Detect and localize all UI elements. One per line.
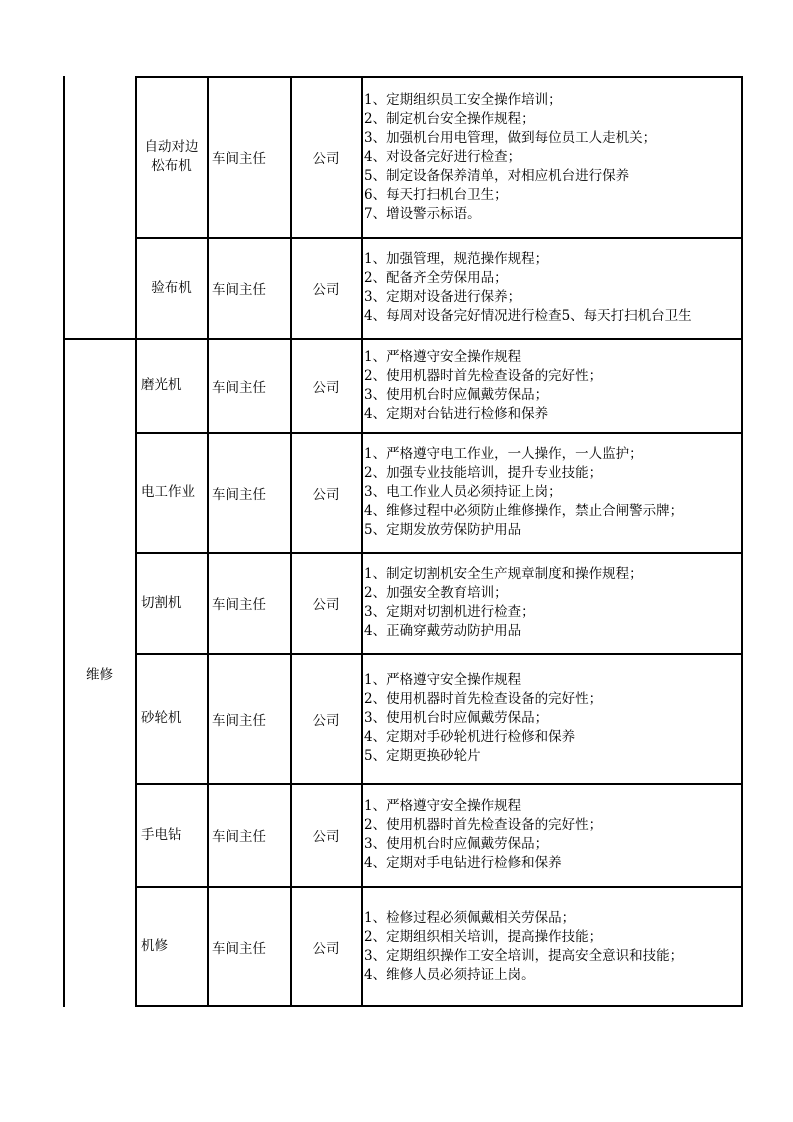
responsible-person: 车间主任 xyxy=(212,379,266,396)
responsible-person: 车间主任 xyxy=(212,151,266,167)
measure-item: 4、正确穿戴劳动防护用品 xyxy=(364,623,522,639)
measure-item: 3、使用机台时应佩戴劳保品； xyxy=(364,386,549,403)
responsible-unit: 公司 xyxy=(312,597,340,613)
measure-item: 3、电工作业人员必须持证上岗； xyxy=(364,484,562,500)
equipment-name: 砂轮机 xyxy=(141,710,182,726)
responsible-person: 车间主任 xyxy=(212,940,266,957)
equipment-name: 机修 xyxy=(141,938,168,954)
measure-list xyxy=(364,797,602,873)
measure-item: 2、配备齐全劳保用品； xyxy=(364,270,508,286)
measure-list xyxy=(364,91,656,224)
equipment-name: 电工作业 xyxy=(141,484,195,500)
measure-item: 4、维修人员必须持证上岗。 xyxy=(364,966,535,983)
table-border xyxy=(135,1005,743,1007)
measure-item: 3、定期组织操作工安全培训，提高安全意识和技能； xyxy=(364,947,684,964)
measure-item: 3、定期对切割机进行检查； xyxy=(364,604,535,620)
equipment-name: 自动对边松布机 xyxy=(144,139,199,174)
responsible-unit: 公司 xyxy=(312,486,340,503)
measure-item: 1、制定切割机安全生产规章制度和操作规程； xyxy=(364,566,643,582)
measure-item: 5、定期更换砂轮片 xyxy=(364,748,481,764)
measure-item: 4、每周对设备完好情况进行检查5、每天打扫机台卫生 xyxy=(364,308,692,324)
measure-item: 2、使用机器时首先检查设备的完好性； xyxy=(364,817,603,833)
measure-item: 1、加强管理，规范操作规程； xyxy=(364,251,549,267)
measure-item: 5、制定设备保养清单，对相应机台进行保养 xyxy=(364,167,630,184)
measure-item: 6、每天打扫机台卫生； xyxy=(364,186,508,203)
measure-item: 4、维修过程中必须防止维修操作，禁止合闸警示牌； xyxy=(364,503,684,519)
control-measures xyxy=(362,339,742,432)
responsible-person: 车间主任 xyxy=(212,486,266,503)
equipment-name: 验布机 xyxy=(151,279,192,296)
control-measures xyxy=(362,77,742,237)
control-measures xyxy=(362,654,742,783)
measure-item: 2、加强专业技能培训，提升专业技能； xyxy=(364,465,603,481)
measure-item: 4、定期对台钻进行检修和保养 xyxy=(364,405,549,422)
measure-list xyxy=(364,671,602,766)
control-measures xyxy=(362,553,742,653)
measure-list xyxy=(364,445,683,540)
measure-item: 5、定期发放劳保防护用品 xyxy=(364,522,522,538)
measure-item: 4、定期对手电钻进行检修和保养 xyxy=(364,855,562,871)
measure-item: 4、定期对手砂轮机进行检修和保养 xyxy=(364,729,576,745)
responsible-person: 车间主任 xyxy=(212,712,266,729)
measure-item: 2、制定机台安全操作规程； xyxy=(364,110,535,127)
responsible-unit: 公司 xyxy=(312,829,340,845)
measure-item: 3、使用机台时应佩戴劳保品； xyxy=(364,836,549,852)
measure-list xyxy=(364,909,683,985)
equipment-name: 磨光机 xyxy=(141,377,182,393)
control-measures xyxy=(362,433,742,552)
measure-item: 1、严格遵守安全操作规程 xyxy=(364,798,522,814)
measure-item: 1、严格遵守安全操作规程 xyxy=(364,348,522,365)
responsible-unit: 公司 xyxy=(312,379,340,396)
measure-item: 1、定期组织员工安全操作培训； xyxy=(364,91,562,108)
equipment-name: 切割机 xyxy=(141,594,182,611)
section-label xyxy=(64,76,135,338)
measure-item: 3、加强机台用电管理，做到每位员工人走机关； xyxy=(364,129,657,146)
responsible-person: 车间主任 xyxy=(212,597,266,613)
control-measures xyxy=(362,887,742,1006)
control-measures xyxy=(362,238,742,338)
measure-list xyxy=(364,250,692,326)
responsible-unit: 公司 xyxy=(312,282,340,298)
measure-list xyxy=(364,348,602,424)
measure-list xyxy=(364,565,643,641)
measure-item: 1、严格遵守电工作业，一人操作，一人监护； xyxy=(364,446,643,462)
responsible-unit: 公司 xyxy=(312,940,340,957)
responsible-person: 车间主任 xyxy=(212,282,266,298)
measure-item: 2、定期组织相关培训，提高操作技能； xyxy=(364,928,603,945)
measure-item: 1、严格遵守安全操作规程 xyxy=(364,672,522,688)
measure-item: 1、检修过程必须佩戴相关劳保品； xyxy=(364,909,576,926)
measure-item: 7、增设警示标语。 xyxy=(364,205,481,222)
control-measures xyxy=(362,784,742,886)
equipment-name: 手电钻 xyxy=(141,826,182,843)
measure-item: 2、加强安全教育培训； xyxy=(364,585,508,601)
section-label: 维修 xyxy=(86,666,113,683)
responsible-unit: 公司 xyxy=(312,712,340,729)
responsible-person: 车间主任 xyxy=(212,829,266,845)
measure-item: 3、定期对设备进行保养； xyxy=(364,289,522,305)
measure-item: 2、使用机器时首先检查设备的完好性； xyxy=(364,691,603,707)
measure-item: 3、使用机台时应佩戴劳保品； xyxy=(364,710,549,726)
measure-item: 2、使用机器时首先检查设备的完好性； xyxy=(364,367,603,384)
responsible-unit: 公司 xyxy=(312,151,340,167)
measure-item: 4、对设备完好进行检查； xyxy=(364,148,522,165)
